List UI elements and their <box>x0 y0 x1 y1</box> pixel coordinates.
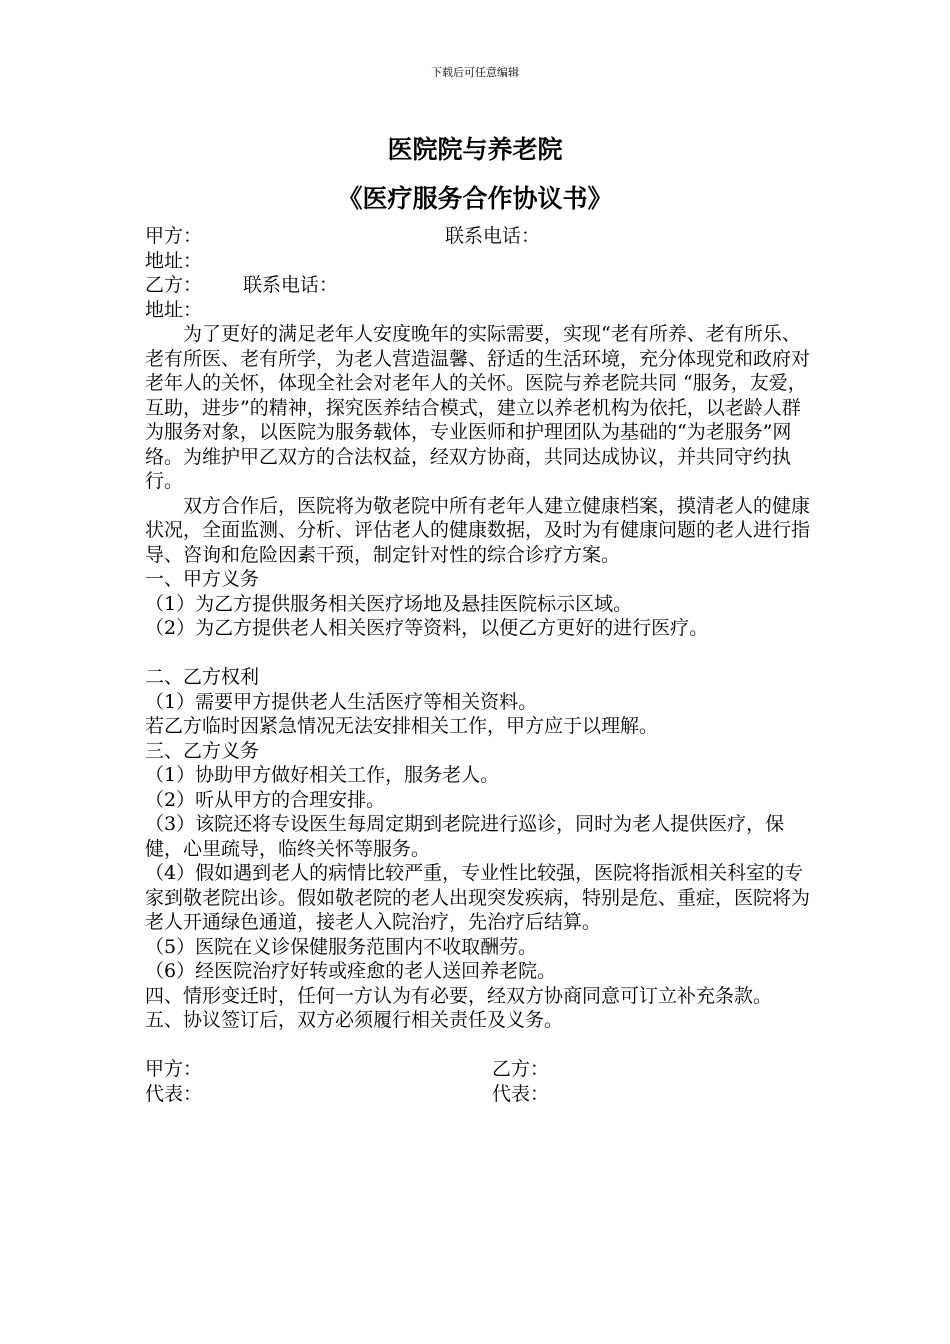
intro-paragraph-2: 双方合作后，医院将为敬老院中所有老年人建立健康档案，摸清老人的健康状况，全面监测、分析、评估老人的健康数据，及时为有健康问题的老人进行指导、咨询和危险因素干预，制定针对性的综合诊疗方案。 <box>145 494 811 566</box>
section-3-item: （5）医院在义诊保健服务范围内不收取酬劳。 <box>145 935 538 958</box>
section-5: 五、协议签订后，双方必须履行相关责任及义务。 <box>145 1009 564 1031</box>
section-3-item: （6）经医院治疗好转或痊愈的老人送回养老院。 <box>145 960 557 982</box>
section-3-item: （2）听从甲方的合理安排。 <box>145 788 386 811</box>
section-1-heading: 一、甲方义务 <box>145 568 260 590</box>
party-b-label: 乙方： <box>145 274 203 296</box>
section-3-item: （3）该院还将专设医生每周定期到老院进行巡诊，同时为老人提供医疗，保健，心里疏导，临终关怀等服务。 <box>145 813 785 860</box>
party-a-label: 甲方： <box>145 225 203 247</box>
blank-line <box>145 1033 810 1058</box>
section-3-item: （1）协助甲方做好相关工作，服务老人。 <box>145 764 500 786</box>
party-a-address-label: 地址： <box>145 249 203 272</box>
section-2-heading: 二、乙方权利 <box>145 666 260 688</box>
section-1-item: （1）为乙方提供服务相关医疗场地及悬挂医院标示区域。 <box>145 592 633 615</box>
section-2-item: （1）需要甲方提供老人生活医疗等相关资料。 <box>145 690 538 713</box>
signature-row-party <box>145 1057 810 1082</box>
signature-party-b-label: 乙方： <box>492 1058 550 1080</box>
signature-rep-b-label: 代表： <box>492 1082 550 1105</box>
party-b-phone-label: 联系电话： <box>243 274 339 296</box>
section-3-heading: 三、乙方义务 <box>145 739 260 762</box>
signature-rep-a-label: 代表： <box>145 1082 203 1105</box>
section-2-item: 若乙方临时因紧急情况无法安排相关工作，甲方应于以理解。 <box>145 715 659 737</box>
intro-paragraph-1: 为了更好的满足老年人安度晚年的实际需要，实现“老有所养、老有所乐、老有所医、老有所学，为老人营造温馨、舒适的生活环境，充分体现党和政府对老年人的关怀，体现全社会对老年人的关怀。医院与养老院共同 “服务，友爱，互助，进步”的精神，探究医养结合模式，建立以养老机构为依托，以老龄人群为服务对象，以医院为服务载体，专业医师和护理团队为基础的“为老服务”网络。为维护甲乙双方的合法权益，经双方协商，共同达成协议，并共同守约执行。 <box>145 323 811 492</box>
blank-line <box>145 641 810 666</box>
party-a-phone-label: 联系电话： <box>445 225 541 247</box>
document-title: 医院院与养老院 <box>387 135 563 164</box>
party-b-row <box>145 273 810 298</box>
document-subtitle: 《医疗服务合作协议书》 <box>337 184 613 213</box>
party-a-row <box>145 224 810 249</box>
party-b-address-label: 地址： <box>145 298 203 321</box>
section-4: 四、情形变迁时，任何一方认为有必要，经双方协商同意可订立补充条款。 <box>145 984 773 1007</box>
section-3-item: （4）假如遇到老人的病情比较严重，专业性比较强，医院将指派相关科室的专家到敬老院出诊。假如敬老院的老人出现突发疾病，特别是危、重症，医院将为老人开通绿色通道，接老人入院治疗，先治疗后结算。 <box>145 862 811 933</box>
section-1-item: （2）为乙方提供老人相关医疗等资料，以便乙方更好的进行医疗。 <box>145 617 709 639</box>
header-note: 下载后可任意编辑 <box>431 66 519 79</box>
agreement-body <box>145 224 810 1106</box>
signature-row-representative <box>145 1082 810 1107</box>
signature-party-a-label: 甲方： <box>145 1058 203 1080</box>
